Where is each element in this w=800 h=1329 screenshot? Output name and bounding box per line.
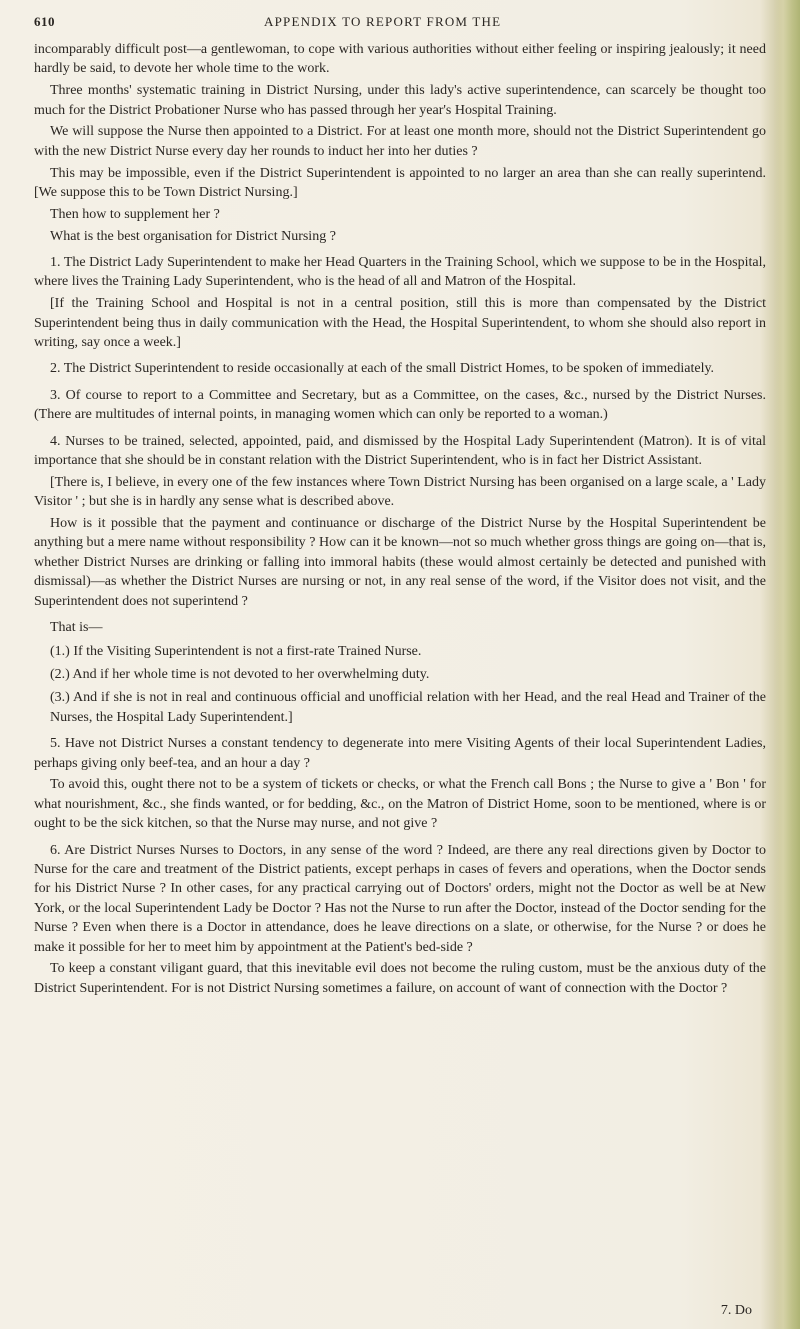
paragraph-organisation: What is the best organisation for District Nursing ? [50,228,336,244]
page-edge-discoloration [774,0,800,1329]
page-number: 610 [34,14,55,29]
paragraph-supplement: Then how to supplement her ? [50,206,220,222]
paragraph-training: Three months' systematic training in District Nursing, under this lady's active superintendence, can scarcely be thought too much for the District Probationer Nurse who has passed through her year's Hospital Training. [34,83,766,118]
paragraph-how-possible: How is it possible that the payment and continuance or discharge of the District Nurse by the Hospital Superintendent be anything but a mere name without responsibility ? How can it be known—not so much whether gross things are going on—that is, whether District Nurses are drinking or falling into immoral habits (these would almost certainly be detected and punished with dismissal)—as whether the District Nurses are nursing or not, in any real sense of the word, if the Visitor does not visit, and the Superintendent does not superintend ? [34,516,766,609]
paragraph-point-3: 3. Of course to report to a Committee and Secretary, but as a Committee, on the cases, &c., nursed by the District Nurses. (There are multitudes of internal points, in managing women which can only be reported to a woman.) [34,387,766,423]
paragraph-vigilant-guard: To keep a constant viligant guard, that this inevitable evil does not become the ruling custom, must be the anxious duty of the District Superintendent. For is not District Nursing sometimes a failure, on account of want of connection with the Doctor ? [34,961,766,996]
paragraph-appointed-nurse: We will suppose the Nurse then appointed to a District. For at least one month more, should not the District Superintendent go with the new District Nurse every day her rounds to induct her into her duties ? [34,124,766,159]
paragraph-point-4: 4. Nurses to be trained, selected, appointed, paid, and dismissed by the Hospital Lady Superintendent (Matron). It is of vital importance that she should be in constant relation with the District Superintendent, who is in fact her District Assistant. [34,433,766,469]
paragraph-point-2: 2. The District Superintendent to reside occasionally at each of the small District Homes, to be spoken of immediately. [50,361,715,377]
page-body [34,40,766,1001]
paragraph-point-5: 5. Have not District Nurses a constant tendency to degenerate into mere Visiting Agents of their local Superintendent Ladies, perhaps giving only beef-tea, and an hour a day ? [34,736,766,771]
page-header [34,8,766,30]
running-title: APPENDIX TO REPORT FROM THE [264,14,502,29]
paragraph-point-6: 6. Are District Nurses Nurses to Doctors, in any sense of the word ? Indeed, are there any real directions given by Doctor to Nurse for the care and treatment of the District patients, except perhaps in cases of fevers and operations, when the Doctor sends for his District Nurse ? In other cases, for any practical carrying out of Doctors' orders, might not the Doctor as well be at New York, or the local Superintendent Lady be Doctor ? Has not the Nurse to run after the Doctor, instead of the Doctor sending for the Nurse ? Even when there is a Doctor in attendance, does he leave directions on a slate, or otherwise, for the Nurse ? or does he make it possible for her to meet him by appointment at the Patient's bed-side ? [34,842,766,955]
paragraph-impossible: This may be impossible, even if the District Superintendent is appointed to no larger an area than she can really superintend. [We suppose this to be Town District Nursing.] [34,165,766,201]
paragraph-continuation: incomparably difficult post—a gentlewoman, to cope with various authorities without either feeling or inspiring jealously; it need hardly be said, to devote her whole time to the work. [34,42,766,77]
list-item-3: (3.) And if she is not in real and continuous official and unofficial relation with her Head, and the real Head and Trainer of the Nurses, the Hospital Lady Superintendent.] [50,690,766,725]
paragraph-that-is: That is— [50,620,103,636]
paragraph-lady-visitor: [There is, I believe, in every one of the few instances where Town District Nursing has been organised on a large scale, a ' Lady Visitor ' ; but she is in hardly any sense what is described above. [34,474,766,510]
list-item-2: (2.) And if her whole time is not devoted to her overwhelming duty. [50,666,430,682]
catchword: 7. Do [720,1303,752,1318]
paragraph-bons: To avoid this, ought there not to be a system of tickets or checks, or what the French call Bons ; the Nurse to give a ' Bon ' for what nourishment, &c., she finds wanted, or for bedding, &c., on the Matron of District Home, soon to be mentioned, where is or ought to be the sick kitchen, so that the Nurse may nurse, and not give ? [34,777,766,832]
paragraph-point-1: 1. The District Lady Superintendent to make her Head Quarters in the Training School, which we suppose to be in the Hospital, where lives the Training Lady Superintendent, who is the head of all and Matron of the Hospital. [34,255,766,290]
list-item-1: (1.) If the Visiting Superintendent is not a first-rate Trained Nurse. [50,643,422,659]
paragraph-point-1-note: [If the Training School and Hospital is not in a central position, still this is more than compensated by the District Superintendent being thus in daily communication with the Head, the Hospital Superintendent, to whom she should also report in writing, say once a week.] [34,296,766,351]
